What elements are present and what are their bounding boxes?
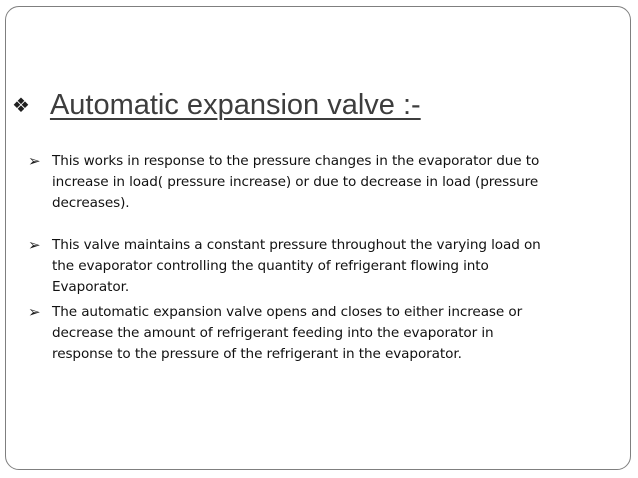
bullet-2-line-3: Evaporator. xyxy=(52,279,130,295)
arrowhead-bullet-icon: ➢ xyxy=(28,152,41,170)
bullet-item-2 xyxy=(28,235,598,298)
slide-title-row xyxy=(12,89,421,122)
bullet-1-line-1: This works in response to the pressure changes in the evaporator due to xyxy=(52,153,540,169)
slide-frame xyxy=(5,6,631,470)
slide-title: Automatic expansion valve :- xyxy=(49,89,421,121)
bullet-2-line-1: This valve maintains a constant pressure throughout the varying load on xyxy=(52,237,541,253)
bullet-item-3 xyxy=(28,302,598,365)
diamond-cluster-bullet-icon: ❖ xyxy=(12,93,30,117)
bullet-text-1 xyxy=(52,151,539,214)
arrowhead-bullet-icon: ➢ xyxy=(28,303,41,321)
bullet-3-line-2: decrease the amount of refrigerant feeding into the evaporator in xyxy=(52,325,494,341)
arrowhead-bullet-icon: ➢ xyxy=(28,236,41,254)
bullet-text-2 xyxy=(52,235,541,298)
bullet-3-line-1: The automatic expansion valve opens and closes to either increase or xyxy=(52,304,523,320)
bullet-item-1 xyxy=(28,151,598,214)
bullet-1-line-2: increase in load( pressure increase) or due to decrease in load (pressure xyxy=(52,174,539,190)
bullet-text-3 xyxy=(52,302,522,365)
bullet-1-line-3: decreases). xyxy=(52,195,130,211)
bullet-3-line-3: response to the pressure of the refrigerant in the evaporator. xyxy=(52,346,462,362)
bullet-2-line-2: the evaporator controlling the quantity of refrigerant flowing into xyxy=(52,258,489,274)
